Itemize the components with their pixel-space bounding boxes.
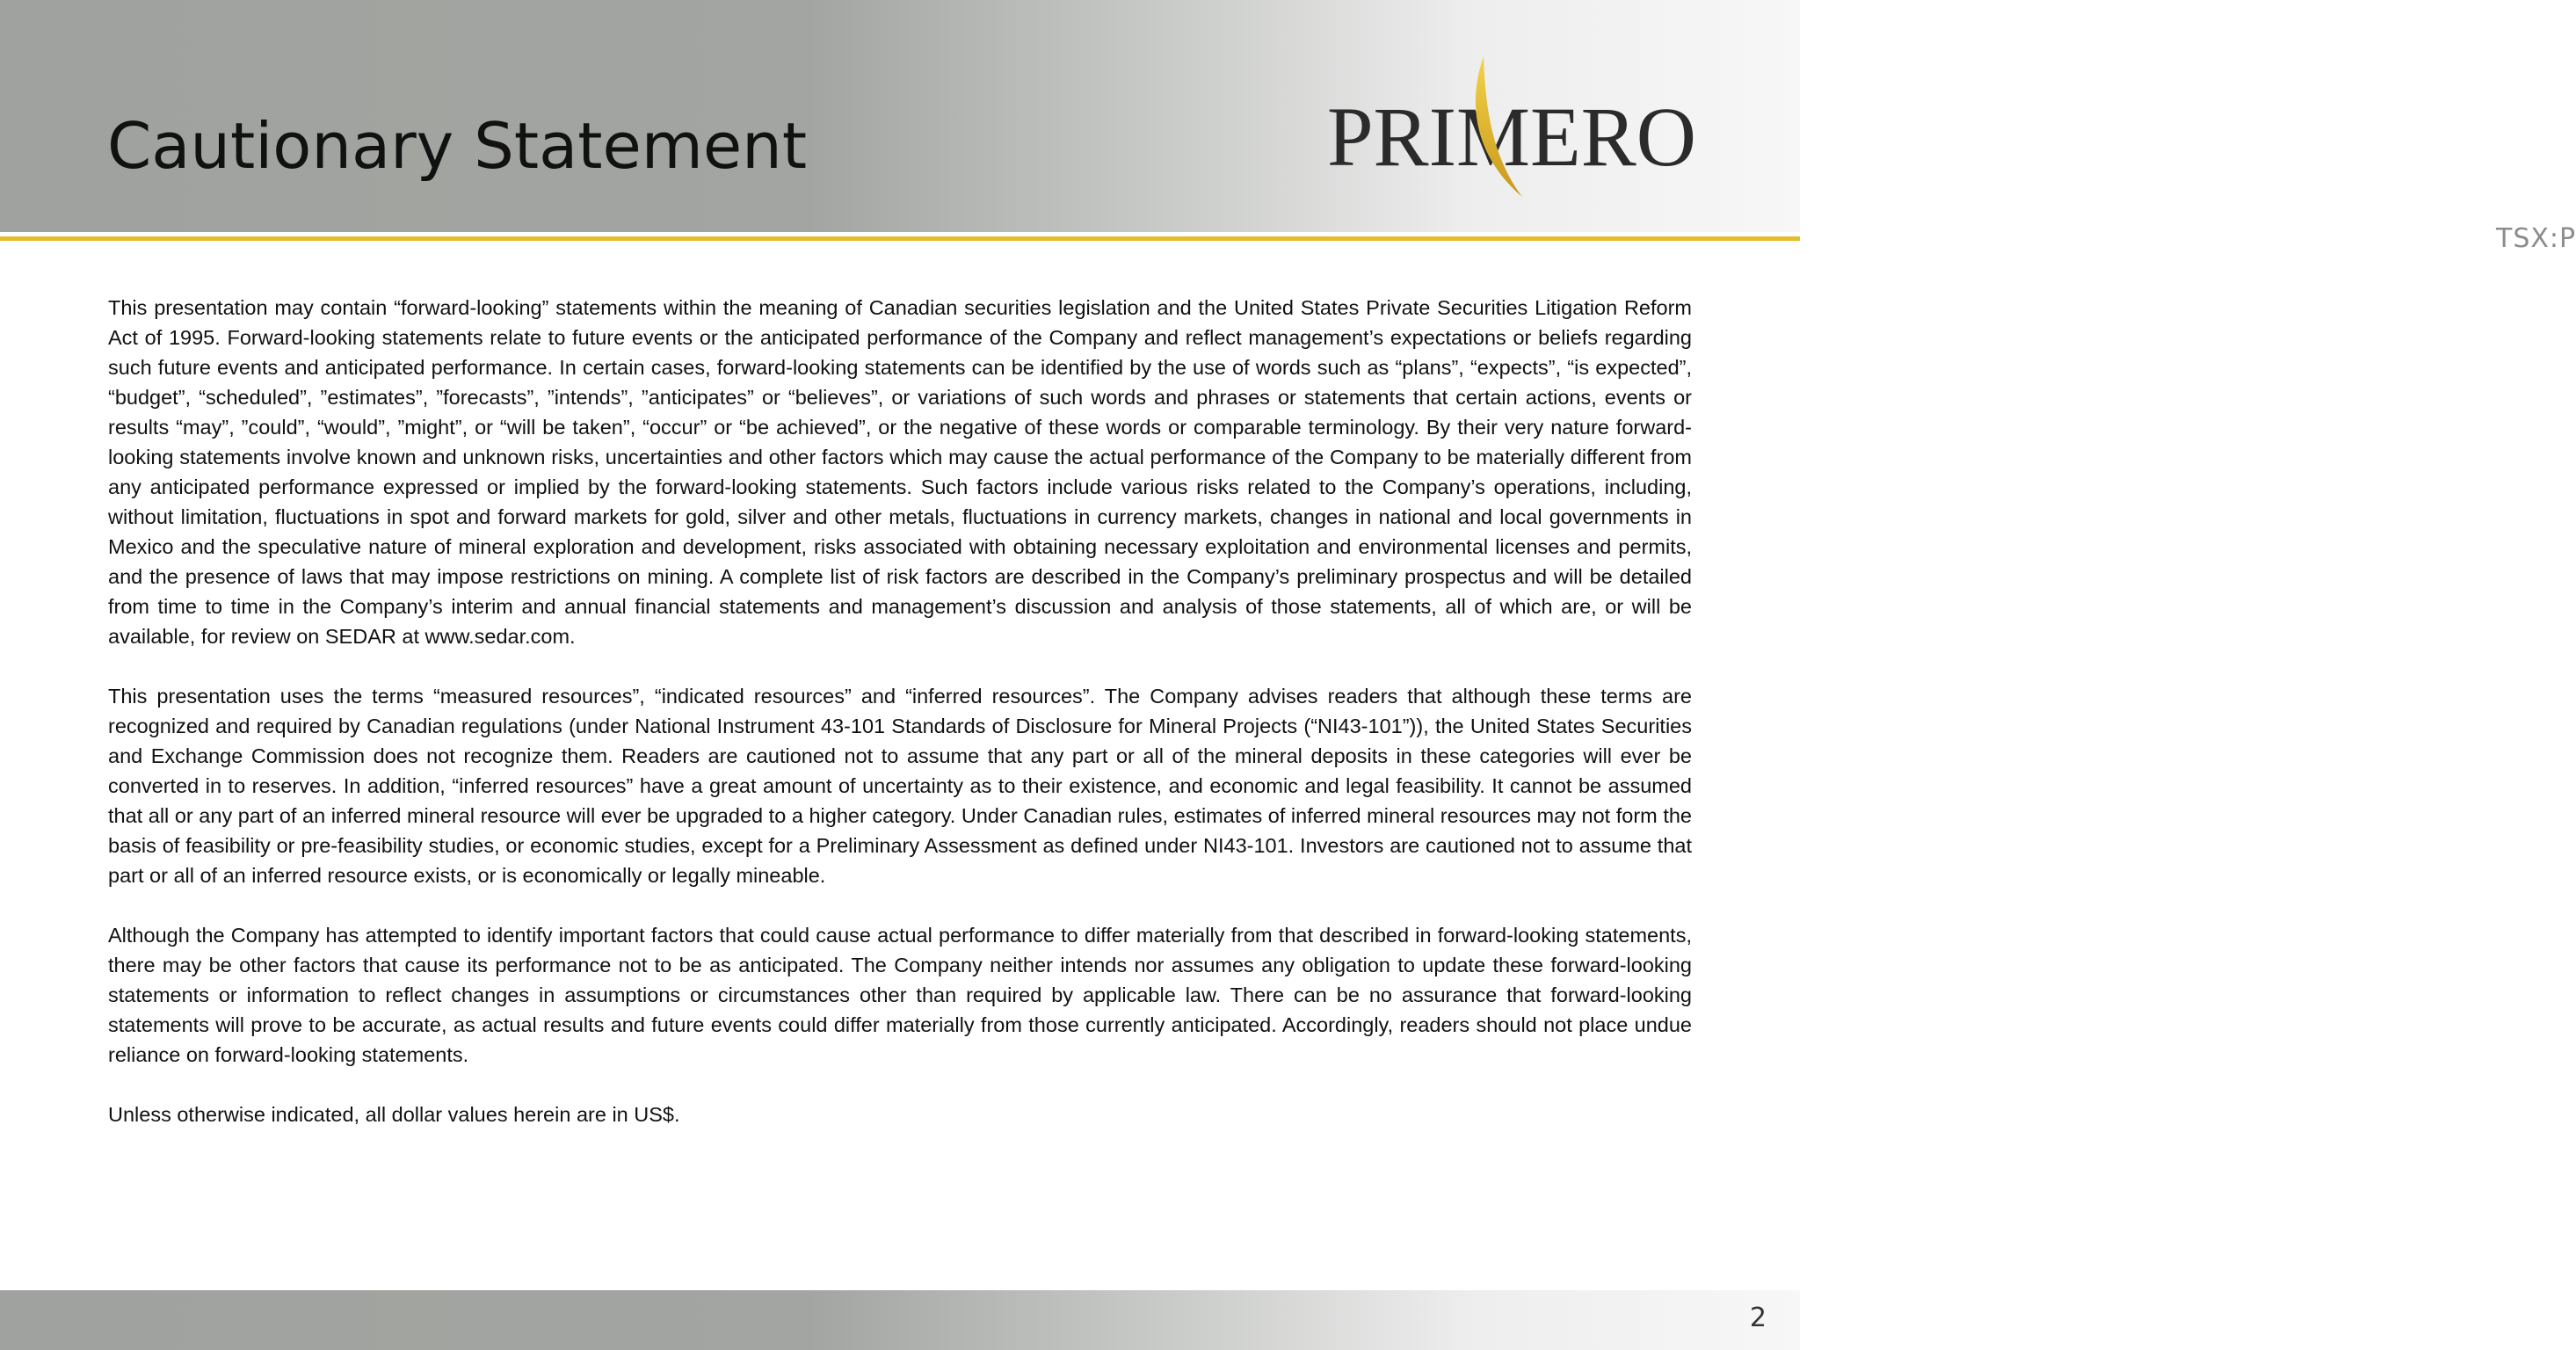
- primero-logo: [1327, 49, 2576, 254]
- primero-logo-mark: [1327, 49, 1714, 216]
- page-number: 2: [1749, 1303, 1767, 1333]
- slide-title: Cautionary Statement: [107, 109, 808, 183]
- logo-wordmark: PRIMERO: [1327, 90, 1696, 184]
- slide-header: [0, 0, 2576, 254]
- paragraph-currency: Unless otherwise indicated, all dollar values herein are in US$.: [108, 1103, 680, 1126]
- paragraph-no-obligation: Although the Company has attempted to identify important factors that could cause actual performance to differ materially from that described in forward-looking statements, there may be other factors that cause its performance not to be as anticipated. The Company neither intends nor assumes any obligation to update these forward-looking statements or information to reflect changes in assumptions or circumstances other than required by applicable law. There can be no assurance that forward-looking statements will prove to be accurate, as actual results and future events could differ materially from those currently anticipated. Accordingly, readers should not place undue reliance on forward-looking statements.: [108, 924, 1692, 1066]
- header-divider-gold: [0, 236, 1800, 241]
- logo-ticker: TSX:P: [2496, 223, 2576, 254]
- cautionary-text-body: [108, 293, 1692, 1159]
- paragraph-resources: This presentation uses the terms “measured resources”, “indicated resources” and “inferred resources”. The Company advises readers that although these terms are recognized and required by Canadian regulations (under National Instrument 43-101 Standards of Disclosure for Mineral Projects (“NI43-101”)), the United States Securities and Exchange Commission does not recognize them. Readers are cautioned not to assume that any part or all of the mineral deposits in these categories will ever be converted in to reserves. In addition, “inferred resources” have a great amount of uncertainty as to their existence, and economic and legal feasibility. It cannot be assumed that all or any part of an inferred mineral resource will ever be upgraded to a higher category. Under Canadian rules, estimates of inferred mineral resources may not form the basis of feasibility or pre-feasibility studies, or economic studies, except for a Preliminary Assessment as defined under NI43-101. Investors are cautioned not to assume that part or all of an inferred resource exists, or is economically or legally mineable.: [108, 685, 1692, 887]
- slide-footer: [0, 1290, 1800, 1350]
- paragraph-forward-looking: This presentation may contain “forward-looking” statements within the meaning of Canadian securities legislation and the United States Private Securities Litigation Reform Act of 1995. Forward-looking statements relate to future events or the anticipated performance of the Company and reflect management’s expectations or beliefs regarding such future events and anticipated performance. In certain cases, forward-looking statements can be identified by the use of words such as “plans”, “expects”, “is expected”, “budget”, “scheduled”, ”estimates”, ”forecasts”, ”intends”, ”anticipates” or “believes”, or variations of such words and phrases or statements that certain actions, events or results “may”, ”could”, “would”, ”might”, or “will be taken”, “occur” or “be achieved”, or the negative of these words or comparable terminology. By their very nature forward-looking statements involve known and unknown risks, uncertainties and other factors which may cause the actual performance of the Company to be materially different from any anticipated performance expressed or implied by the forward-looking statements. Such factors include various risks related to the Company’s operations, including, without limitation, fluctuations in spot and forward markets for gold, silver and other metals, fluctuations in currency markets, changes in national and local governments in Mexico and the speculative nature of mineral exploration and development, risks associated with obtaining necessary exploitation and environmental licenses and permits, and the presence of laws that may impose restrictions on mining. A complete list of risk factors are described in the Company’s preliminary prospectus and will be detailed from time to time in the Company’s interim and annual financial statements and management’s discussion and analysis of those statements, all of which are, or will be available, for review on SEDAR at www.sedar.com.: [108, 296, 1692, 648]
